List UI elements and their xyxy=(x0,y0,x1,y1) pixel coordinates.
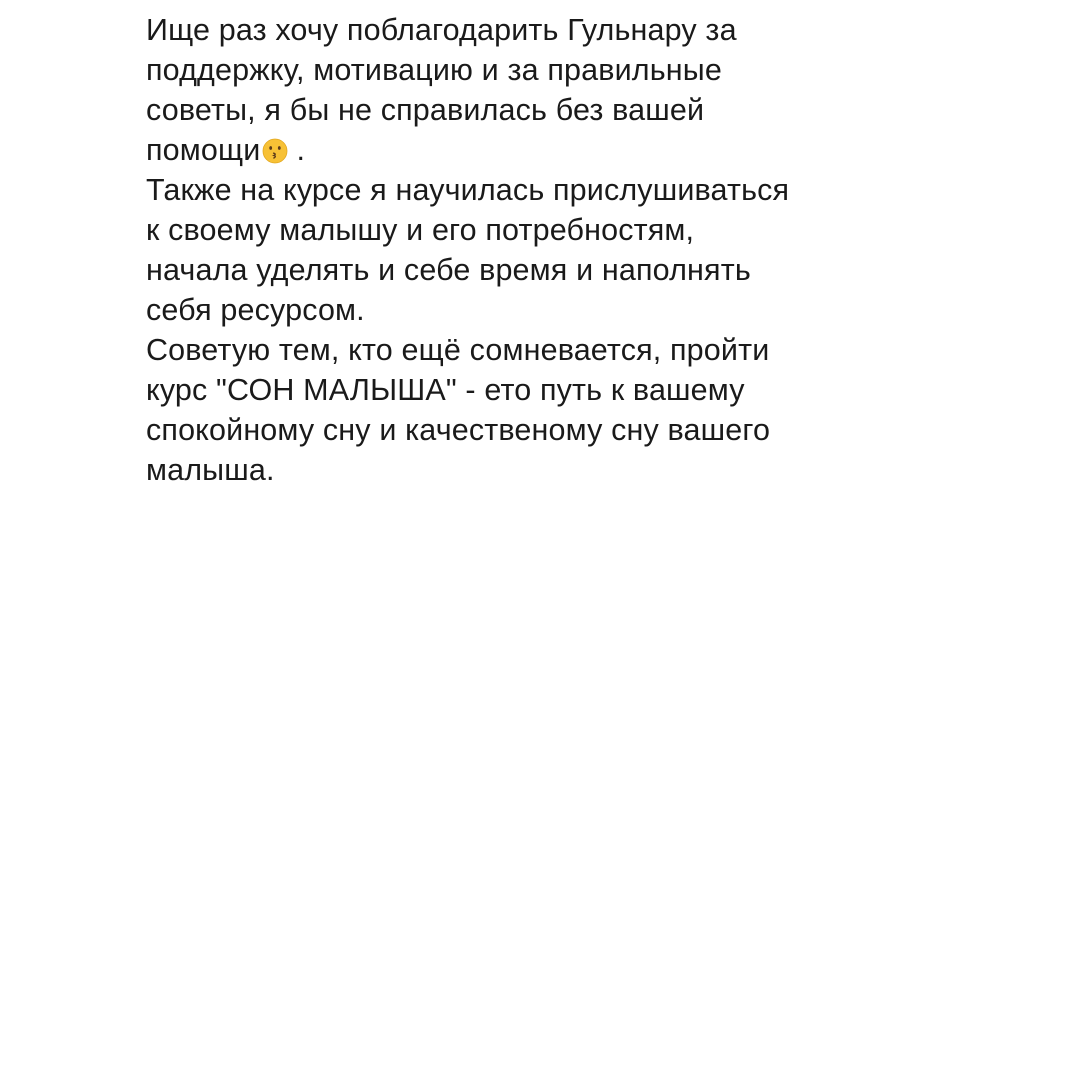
text-line: Также на курсе я научилась прислушиваться xyxy=(146,173,790,207)
kissing-face-icon xyxy=(262,138,288,164)
paragraph-thanks xyxy=(146,10,926,170)
review-message xyxy=(146,10,926,490)
text-line: советы, я бы не справилась без вашей xyxy=(146,93,705,127)
text-line: малыша. xyxy=(146,453,275,487)
text-line: к своему малышу и его потребностям, xyxy=(146,213,695,247)
text-line: себя ресурсом. xyxy=(146,293,365,327)
text-line-with-emoji xyxy=(146,130,926,170)
text-fragment: помощи xyxy=(146,133,261,167)
paragraph-recommendation xyxy=(146,330,926,490)
text-line: спокойному сну и качественому сну вашего xyxy=(146,413,771,447)
text-line: поддержку, мотивацию и за правильные xyxy=(146,53,722,87)
text-line: начала уделять и себе время и наполнять xyxy=(146,253,751,287)
text-line: Ище раз хочу поблагодарить Гульнару за xyxy=(146,13,737,47)
text-fragment: . xyxy=(296,133,306,167)
text-line: курс "СОН МАЛЫША" - ето путь к вашему xyxy=(146,373,745,407)
text-line: Советую тем, кто ещё сомневается, пройти xyxy=(146,333,770,367)
paragraph-course-learnings xyxy=(146,170,926,330)
